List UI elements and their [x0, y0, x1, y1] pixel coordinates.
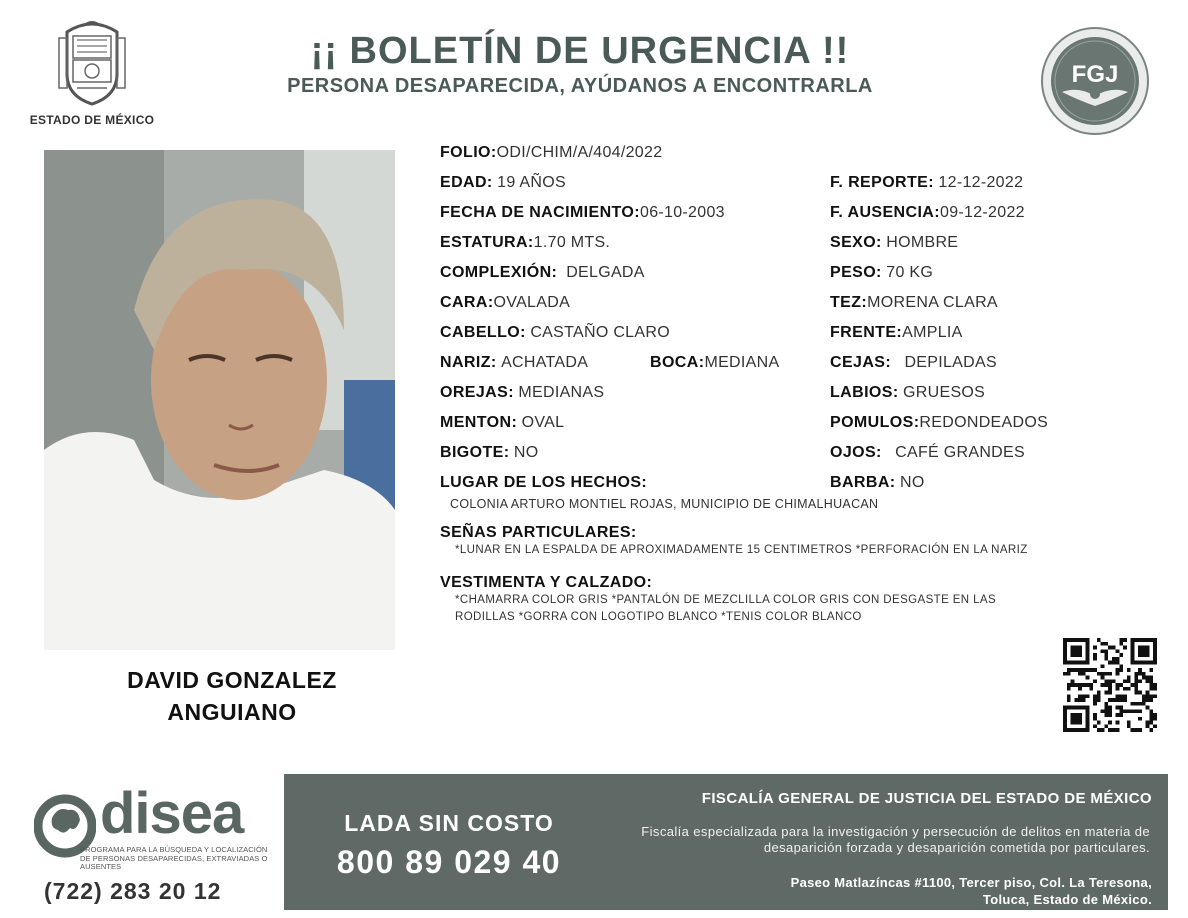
- barba-label: BARBA:: [830, 474, 896, 491]
- field-cara: [440, 294, 570, 312]
- field-lugar: [440, 474, 647, 492]
- field-fecha-nacimiento: [440, 204, 725, 222]
- vestimenta-line2: RODILLAS *GORRA CON LOGOTIPO BLANCO *TENIS COLOR BLANCO: [455, 611, 862, 623]
- pomulos-value: REDONDEADOS: [919, 414, 1049, 431]
- ojos-value: CAFÉ GRANDES: [895, 444, 1025, 461]
- field-peso: [830, 264, 933, 282]
- field-frente: [830, 324, 963, 342]
- field-edad: [440, 174, 566, 192]
- f-ausencia-value: 09-12-2022: [940, 204, 1025, 221]
- odisea-wordmark: disea: [100, 781, 244, 846]
- state-label: ESTADO DE MÉXICO: [29, 113, 155, 127]
- edad-value: 19 AÑOS: [497, 174, 566, 191]
- tez-value: MORENA CLARA: [867, 294, 998, 311]
- vestimenta-line1: *CHAMARRA COLOR GRIS *PANTALÓN DE MEZCLILLA COLOR GRIS CON DESGASTE EN LAS: [455, 594, 997, 606]
- orejas-label: OREJAS:: [440, 384, 514, 401]
- person-name: [44, 664, 420, 728]
- estatura-label: ESTATURA:: [440, 234, 534, 251]
- fecha-nacimiento-label: FECHA DE NACIMIENTO:: [440, 204, 640, 221]
- field-labios: [830, 384, 985, 402]
- boca-label: BOCA:: [650, 354, 705, 371]
- fecha-nacimiento-value: 06-10-2003: [640, 204, 725, 221]
- field-pomulos: [830, 414, 1048, 432]
- field-tez: [830, 294, 998, 312]
- menton-value: OVAL: [521, 414, 565, 431]
- senas-text: *LUNAR EN LA ESPALDA DE APROXIMADAMENTE 15 CENTIMETROS *PERFORACIÓN EN LA NARIZ: [455, 544, 1028, 556]
- field-nariz: [440, 354, 588, 372]
- boca-value: MEDIANA: [704, 354, 780, 371]
- field-cabello: [440, 324, 670, 342]
- field-f-reporte: [830, 174, 1023, 192]
- lada-label: LADA SIN COSTO: [344, 810, 554, 836]
- f-reporte-value: 12-12-2022: [938, 174, 1024, 191]
- sexo-value: HOMBRE: [886, 234, 959, 251]
- field-barba: [830, 474, 925, 492]
- labios-label: LABIOS:: [830, 384, 899, 401]
- menton-label: MENTON:: [440, 414, 518, 431]
- labios-value: GRUESOS: [903, 384, 986, 401]
- estatura-value: 1.70 MTS.: [533, 234, 611, 251]
- bigote-label: BIGOTE:: [440, 444, 510, 461]
- tez-label: TEZ:: [830, 294, 868, 311]
- cabello-label: CABELLO:: [440, 324, 526, 341]
- cara-label: CARA:: [440, 294, 494, 311]
- field-folio: [440, 144, 662, 162]
- pomulos-label: POMULOS:: [830, 414, 920, 431]
- peso-value: 70 KG: [886, 264, 934, 281]
- bigote-value: NO: [513, 444, 539, 461]
- field-estatura: [440, 234, 610, 252]
- qr-code-icon[interactable]: [1063, 638, 1157, 732]
- odisea-description: PROGRAMA PARA LA BÚSQUEDA Y LOCALIZACIÓN DE PERSONAS DESAPARECIDAS, EXTRAVIADAS O AUSENTES: [80, 845, 268, 871]
- nariz-value: ACHATADA: [501, 354, 589, 371]
- field-complexion: [440, 264, 645, 282]
- frente-label: FRENTE:: [830, 324, 903, 341]
- field-boca: [650, 354, 779, 372]
- nariz-label: NARIZ:: [440, 354, 497, 371]
- seal-text: FGJ: [1071, 61, 1119, 88]
- person-photo-illustration: [44, 150, 395, 650]
- lada-number[interactable]: 800 89 029 40: [336, 844, 562, 880]
- field-ojos: [830, 444, 1025, 462]
- edad-label: EDAD:: [440, 174, 493, 191]
- person-name-line2: ANGUIANO: [167, 699, 297, 725]
- bulletin-title: ¡¡ BOLETÍN DE URGENCIA !!: [310, 30, 850, 72]
- vestimenta-label: VESTIMENTA Y CALZADO:: [440, 574, 653, 591]
- address-line2: Toluca, Estado de México.: [982, 892, 1152, 907]
- footer-band: [284, 774, 1168, 910]
- bulletin-subtitle: PERSONA DESAPARECIDA, AYÚDANOS A ENCONTRARLA: [287, 75, 873, 97]
- peso-label: PESO:: [830, 264, 882, 281]
- vestimenta-text: [455, 592, 996, 626]
- complexion-value: DELGADA: [566, 264, 645, 281]
- address-line1: Paseo Matlazíncas #1100, Tercer piso, Col. La Teresona,: [790, 875, 1152, 890]
- lugar-label: LUGAR DE LOS HECHOS:: [440, 474, 648, 491]
- missing-person-photo: [44, 150, 395, 650]
- odisea-phone: (722) 283 20 12: [44, 878, 222, 904]
- cabello-value: CASTAÑO CLARO: [530, 324, 670, 341]
- cejas-label: CEJAS:: [830, 354, 892, 371]
- field-cejas: [830, 354, 997, 372]
- barba-value: NO: [899, 474, 925, 491]
- field-menton: [440, 414, 564, 432]
- coat-of-arms-icon: [53, 18, 131, 106]
- folio-label: FOLIO:: [440, 144, 497, 161]
- field-orejas: [440, 384, 604, 402]
- orejas-value: MEDIANAS: [518, 384, 605, 401]
- field-f-ausencia: [830, 204, 1025, 222]
- f-ausencia-label: F. AUSENCIA:: [830, 204, 940, 221]
- frente-value: AMPLIA: [902, 324, 963, 341]
- ojos-label: OJOS:: [830, 444, 882, 461]
- complexion-label: COMPLEXIÓN:: [440, 264, 558, 281]
- f-reporte-label: F. REPORTE:: [830, 174, 934, 191]
- cara-value: OVALADA: [493, 294, 571, 311]
- odisea-logo: [34, 782, 274, 912]
- person-name-line1: DAVID GONZALEZ: [127, 667, 337, 693]
- fgj-name: FISCALÍA GENERAL DE JUSTICIA DEL ESTADO DE MÉXICO: [701, 790, 1152, 807]
- fgj-address: [592, 874, 1152, 908]
- fgj-description: Fiscalía especializada para la investigación y persecución de delitos en materia de desaparición forzada y desaparición cometida por particulares.: [641, 824, 1150, 855]
- fgj-seal-icon: [1040, 26, 1150, 136]
- field-sexo: [830, 234, 958, 252]
- cejas-value: DEPILADAS: [904, 354, 997, 371]
- lugar-value: COLONIA ARTURO MONTIEL ROJAS, MUNICIPIO DE CHIMALHUACAN: [450, 497, 879, 511]
- folio-value: ODI/CHIM/A/404/2022: [496, 144, 663, 161]
- sexo-label: SEXO:: [830, 234, 882, 251]
- senas-label: SEÑAS PARTICULARES:: [440, 524, 637, 541]
- estado-de-mexico-logo: [28, 18, 156, 128]
- field-bigote: [440, 444, 539, 462]
